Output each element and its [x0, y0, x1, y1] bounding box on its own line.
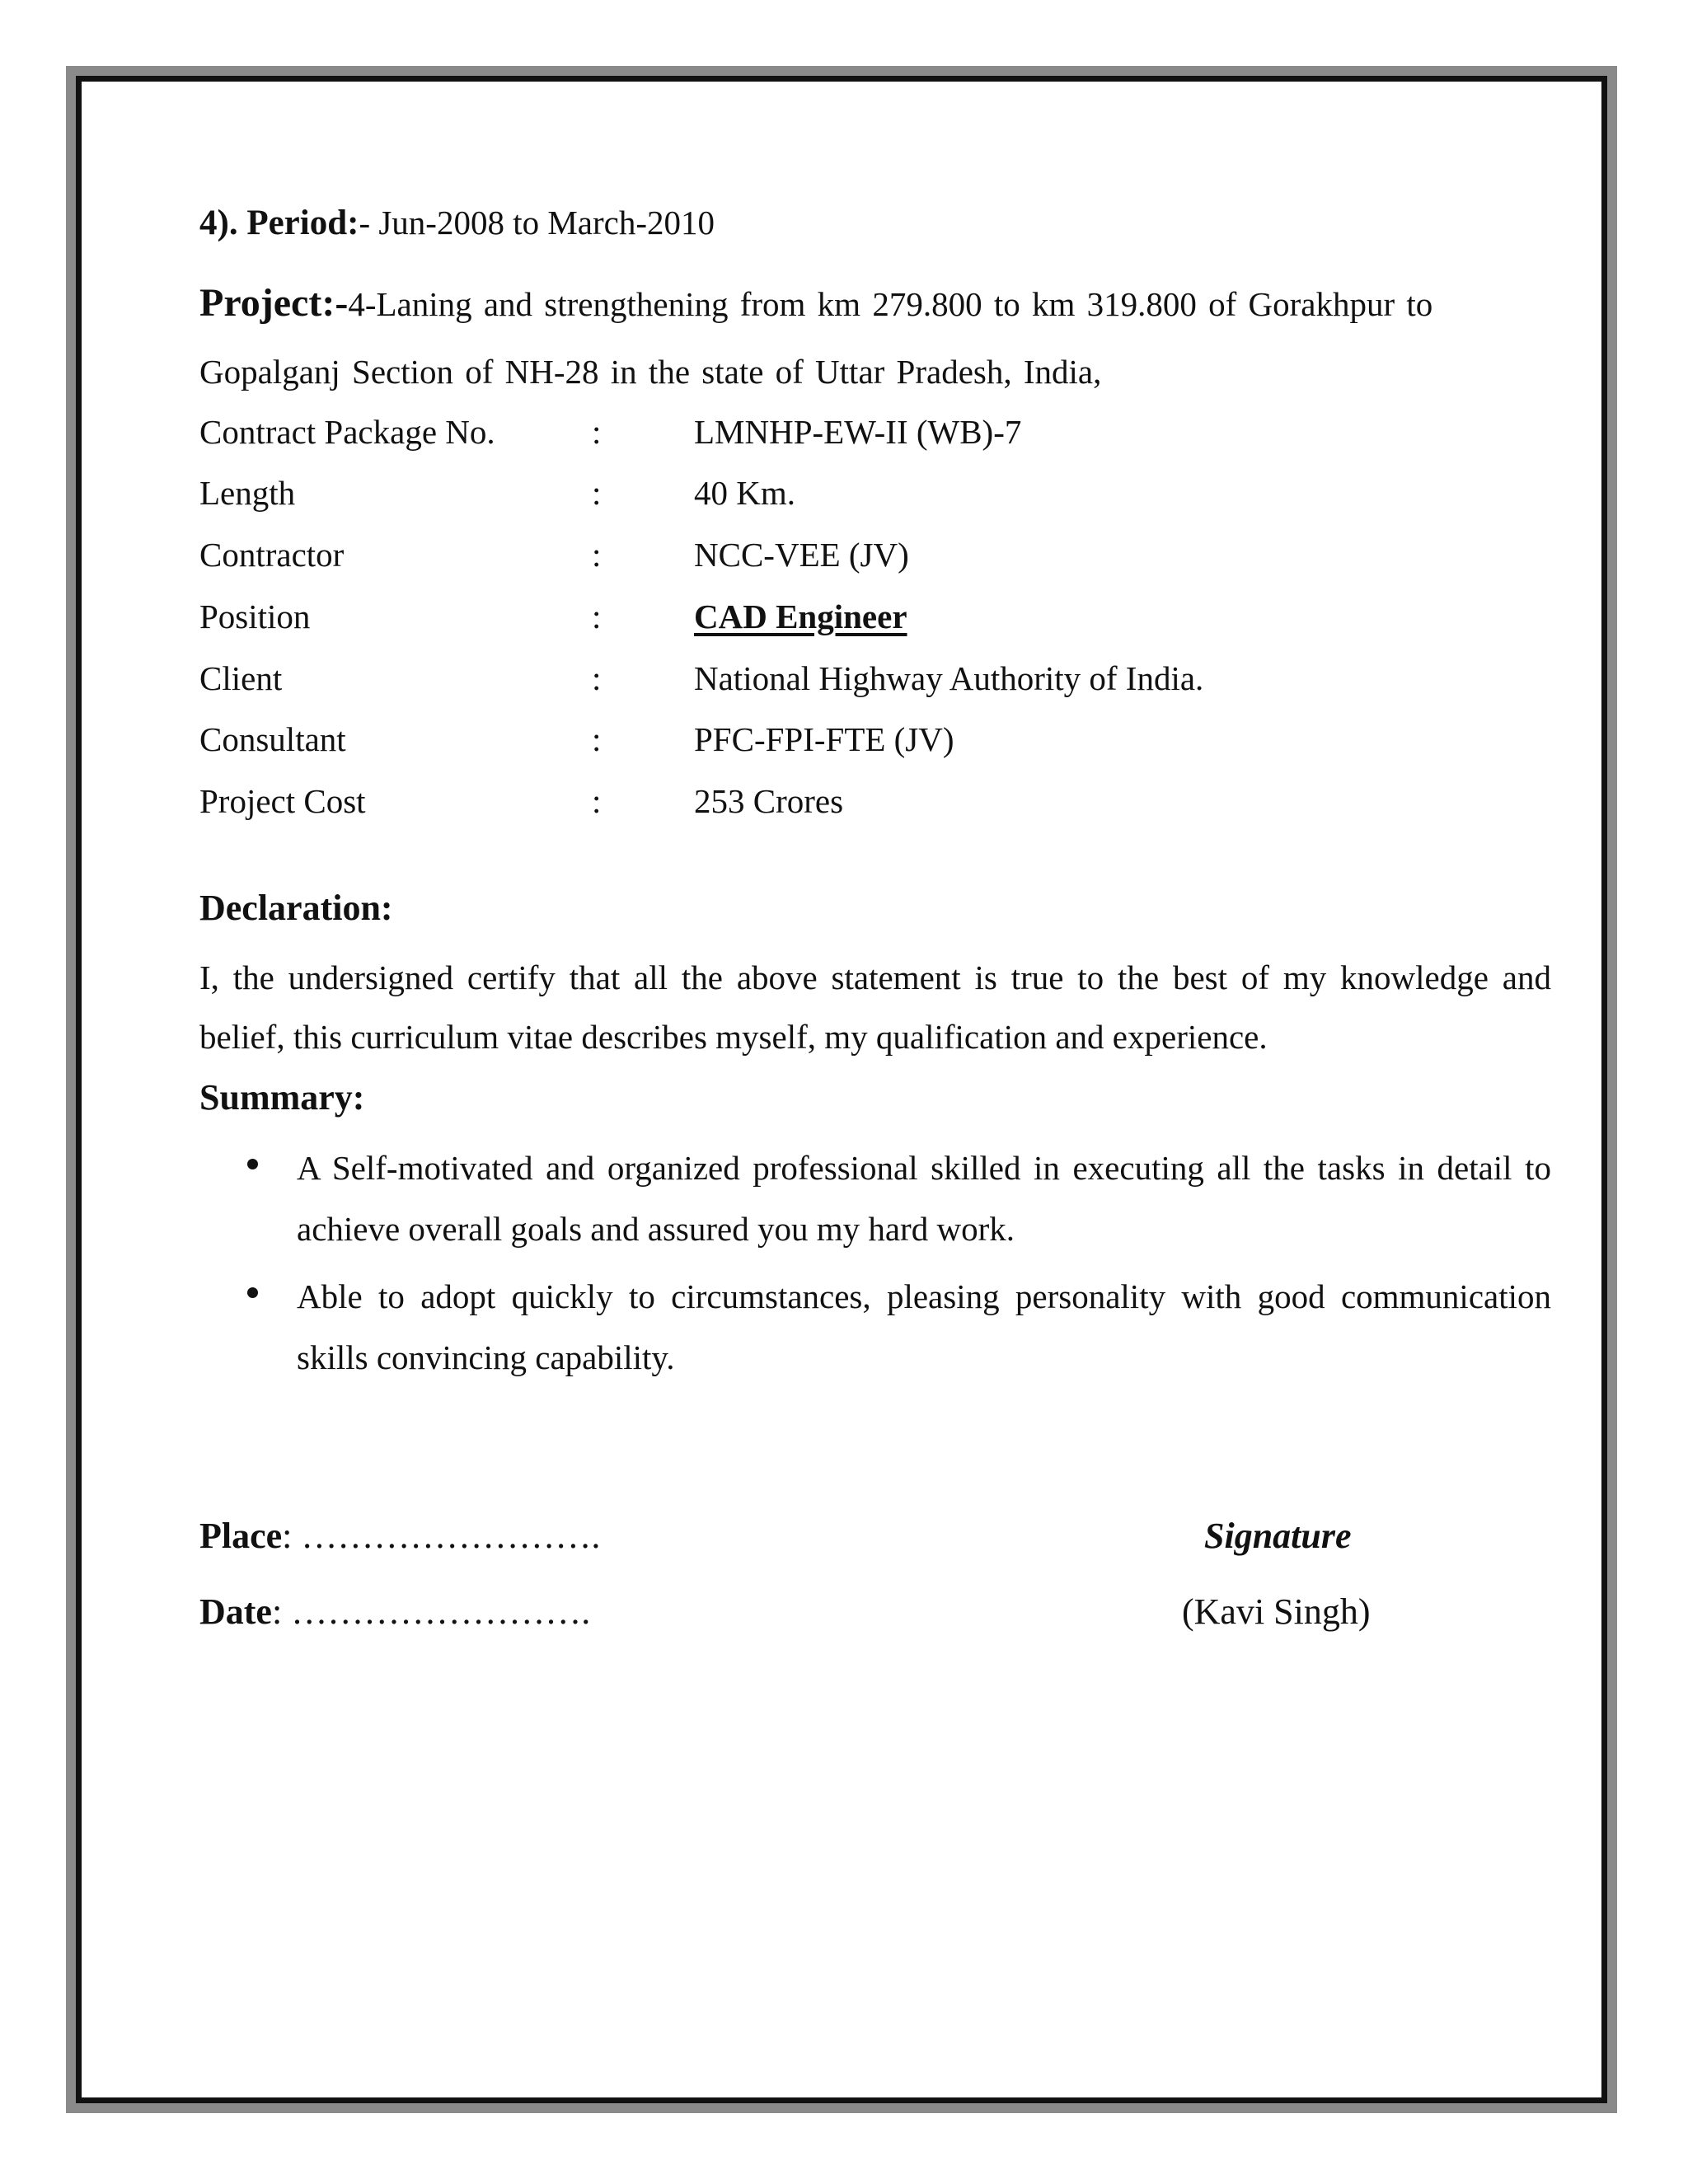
detail-key: Position: [199, 598, 311, 635]
period-value: - Jun-2008 to March-2010: [359, 204, 715, 241]
period-label: 4). Period:: [199, 204, 359, 242]
date-value: : …………………….: [271, 1591, 591, 1632]
summary-heading: Summary:: [199, 1077, 365, 1118]
detail-separator: :: [592, 782, 602, 820]
detail-value: PFC-FPI-FTE (JV): [694, 720, 954, 758]
detail-key: Project Cost: [199, 782, 366, 820]
detail-separator: :: [592, 474, 602, 512]
detail-row-contractor: [199, 535, 1551, 578]
detail-value: 40 Km.: [694, 474, 795, 512]
place-field: [199, 1515, 600, 1557]
detail-key: Contract Package No.: [199, 413, 495, 451]
detail-row-consultant: [199, 719, 1551, 762]
detail-value: 253 Crores: [694, 782, 844, 820]
detail-row-client: [199, 658, 1551, 701]
detail-value: NCC-VEE (JV): [694, 536, 909, 574]
detail-key: Length: [199, 474, 296, 512]
date-field: [199, 1591, 590, 1633]
summary-item-text: Able to adopt quickly to circumstances, pleasing personality with good communication skills convincing capability.: [297, 1277, 1551, 1376]
project-description-line2: Gopalganj Section of NH-28 in the state of Uttar Pradesh, India,: [199, 353, 1102, 391]
project-line: [199, 280, 1432, 326]
detail-value: National Highway Authority of India.: [694, 659, 1204, 697]
bullet-icon: [247, 1287, 258, 1298]
detail-value-position: CAD Engineer: [694, 598, 907, 635]
detail-separator: :: [592, 720, 602, 758]
detail-row-contract-package: [199, 412, 1551, 455]
detail-key: Contractor: [199, 536, 345, 574]
project-label: Project:-: [199, 281, 349, 325]
detail-separator: :: [592, 413, 602, 451]
detail-key: Consultant: [199, 720, 346, 758]
declaration-heading: Declaration:: [199, 888, 393, 928]
detail-separator: :: [592, 659, 602, 697]
detail-separator: :: [592, 598, 602, 635]
detail-row-length: [199, 473, 1551, 516]
detail-row-position: [199, 597, 1551, 640]
project-description-line1: 4-Laning and strengthening from km 279.800 to km 319.800 of Gorakhpur to: [348, 285, 1433, 323]
detail-value: LMNHP-EW-II (WB)-7: [694, 413, 1022, 451]
detail-key: Client: [199, 659, 283, 697]
date-label: Date: [199, 1591, 272, 1632]
place-label: Place: [199, 1516, 283, 1556]
detail-separator: :: [592, 536, 602, 574]
signatory-name: (Kavi Singh): [1182, 1591, 1371, 1632]
declaration-text: I, the undersigned certify that all the above statement is true to the best of my knowledge and belief, this curriculum vitae describes myself, my qualification and experience.: [199, 958, 1551, 1056]
period-line: [199, 203, 715, 243]
detail-row-project-cost: [199, 781, 1551, 824]
place-value: : …………………….: [282, 1516, 601, 1556]
signature-label: Signature: [1204, 1516, 1352, 1556]
summary-item-text: A Self-motivated and organized professional skilled in executing all the tasks in detail to achieve overall goals and assured you my hard work.: [297, 1149, 1551, 1248]
bullet-icon: [247, 1159, 258, 1169]
